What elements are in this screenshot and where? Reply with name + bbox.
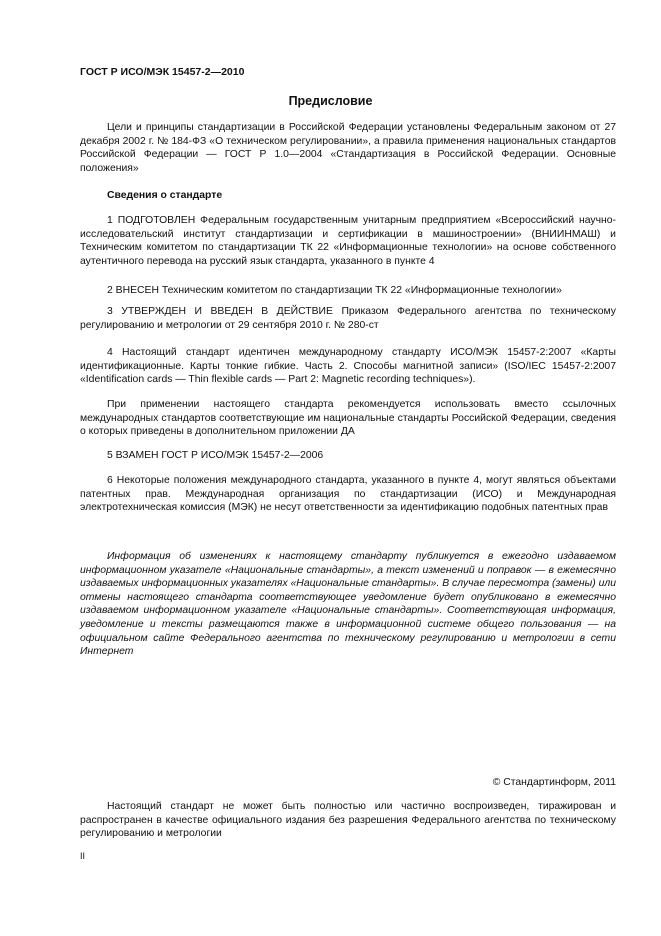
item-4-note: При применении настоящего стандарта рекомендуется использовать вместо ссылочных международных стандартов соответствующие им национальные стандарты Российской Федерации, сведения о которых приведены в дополнительном приложении ДА — [80, 399, 616, 438]
item-3: 3 УТВЕРЖДЕН И ВВЕДЕН В ДЕЙСТВИЕ Приказом Федерального агентства по техническому регулированию и метрологии от 29 сентября 2010 г. № 280-ст — [80, 306, 616, 331]
item-4: 4 Настоящий стандарт идентичен международному стандарту ИСО/МЭК 15457-2:2007 «Карты идентификационные. Карты тонкие гибкие. Часть 2. Способы магнитной записи» (ISO/IEC 15457-2:2007 «Identification cards — Thin flexible cards — Part 2: Magnetic recording techniques»). — [80, 347, 616, 386]
item-5: 5 ВЗАМЕН ГОСТ Р ИСО/МЭК 15457-2—2006 — [107, 450, 324, 461]
item-2: 2 ВНЕСЕН Техническим комитетом по стандартизации ТК 22 «Информационные технологии» — [107, 285, 562, 296]
item-6: 6 Некоторые положения международного стандарта, указанного в пункте 4, могут являться объектами патентных прав. Международная организация по стандартизации (ИСО) и Международная электротехническая комиссия (МЭК) не несут ответственности за идентификацию подобных патентных прав — [80, 475, 616, 514]
amendments-notice: Информация об изменениях к настоящему стандарту публикуется в ежегодно издаваемом информационном указателе «Национальные стандарты», а текст изменений и поправок — в ежемесячно издаваемых информационных указателях «Национальные стандарты». В случае пересмотра (замены) или отмены настоящего стандарта соответствующее уведомление будет опубликовано в ежемесячно издаваемом информационном указателе «Национальные стандарты». Соответствующая информация, уведомление и тексты размещаются также в информационной системе общего пользования — на официальном сайте Федерального агентства по техническому регулированию и метрологии в сети Интернет — [80, 551, 616, 658]
copyright: © Стандартинформ, 2011 — [492, 777, 616, 788]
document-code-header: ГОСТ Р ИСО/МЭК 15457-2—2010 — [80, 66, 245, 78]
section-heading: Сведения о стандарте — [107, 190, 223, 201]
item-1: 1 ПОДГОТОВЛЕН Федеральным государственным унитарным предприятием «Всероссийский научно-исследовательский институт стандартизации и сертификации в машиностроении» (ВНИИНМАШ) и Техническим комитетом по стандартизации ТК 22 «Информационные технологии» на основе собственного аутентичного перевода на русский язык стандарта, указанного в пункте 4 — [80, 215, 616, 267]
page-number: II — [80, 851, 86, 861]
intro-paragraph: Цели и принципы стандартизации в Российской Федерации установлены Федеральным законом от 27 декабря 2002 г. № 184-ФЗ «О техническом регулировании», а правила применения национальных стандартов Российской Федерации — ГОСТ Р 1.0—2004 «Стандартизация в Российской Федерации. Основные положения» — [80, 122, 616, 174]
reproduction-notice: Настоящий стандарт не может быть полностью или частично воспроизведен, тиражирован и распространен в качестве официального издания без разрешения Федерального агентства по техническому регулированию и метрологии — [80, 801, 616, 840]
page-title: Предисловие — [288, 94, 373, 108]
